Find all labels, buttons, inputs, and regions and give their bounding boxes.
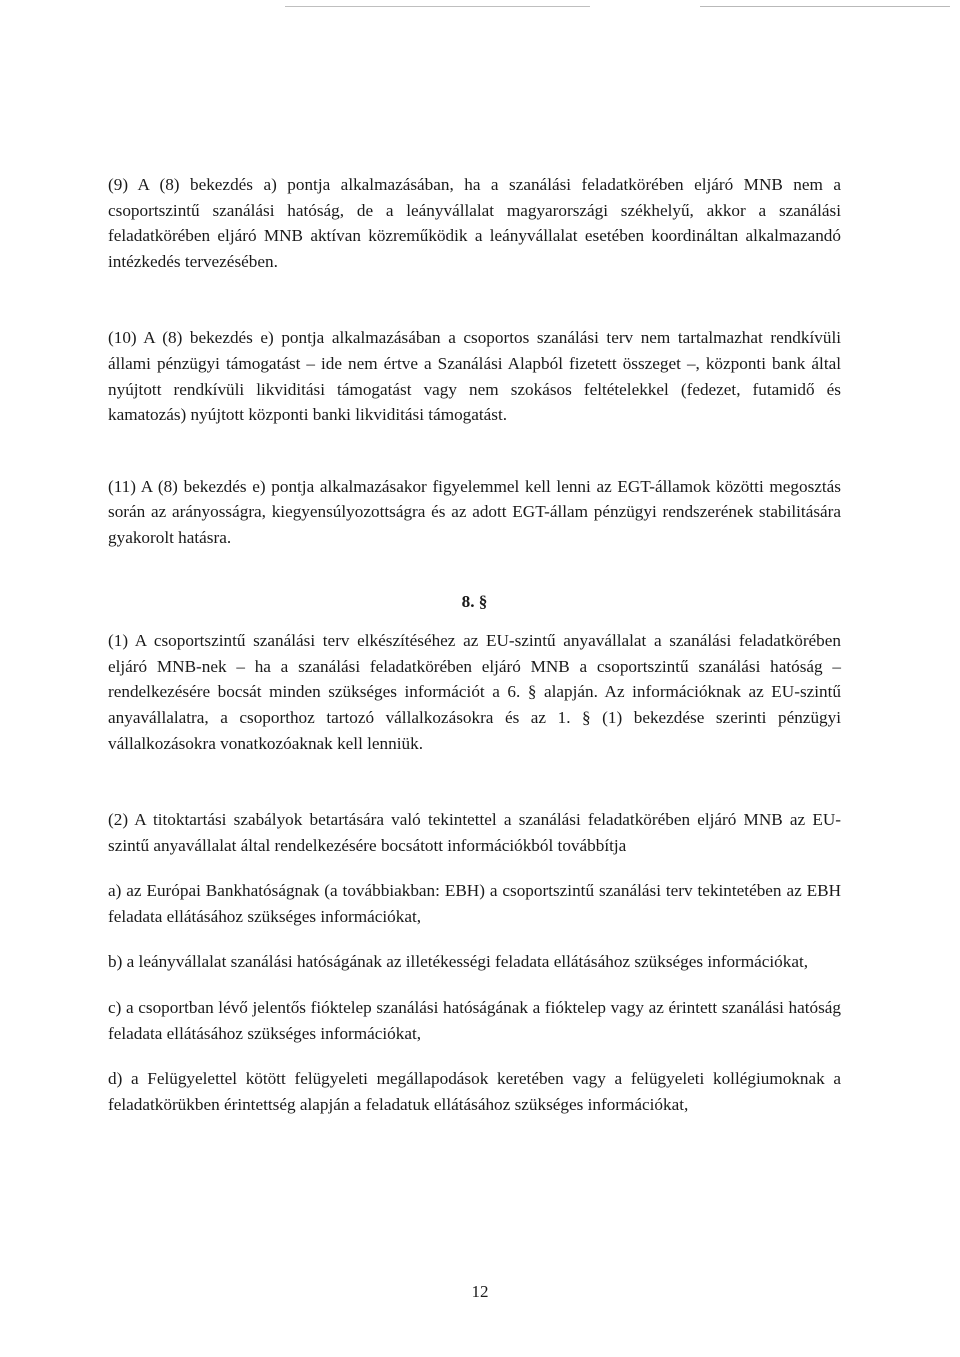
list-item-d: d) a Felügyelettel kötött felügyeleti megállapodások keretében vagy a felügyeleti kollégiumoknak a feladatkörükben érintettség alapján a feladatuk ellátásához szükséges információkat,	[108, 1069, 841, 1114]
document-body	[108, 172, 841, 1117]
scan-artifact-rule-left	[285, 6, 590, 7]
scan-artifact-rule-right	[700, 6, 950, 7]
list-item-c: c) a csoportban lévő jelentős fióktelep szanálási hatóságának a fióktelep vagy az érintett szanálási hatóság feladata ellátásához szükséges információkat,	[108, 998, 841, 1043]
list-item-a: a) az Európai Bankhatóságnak (a továbbiakban: EBH) a csoportszintű szanálási terv tekintetében az EBH feladata ellátásához szükséges információkat,	[108, 881, 841, 926]
paragraph-11: (11) A (8) bekezdés e) pontja alkalmazásakor figyelemmel kell lenni az EGT-államok közötti megosztás során az arányosságra, kiegyensúlyozottságra és az adott EGT-állam pénzügyi rendszerének stabilitására gyakorolt hatásra.	[108, 476, 841, 547]
list-item-b: b) a leányvállalat szanálási hatóságának az illetékességi feladata ellátásához szükséges információkat,	[108, 952, 809, 972]
paragraph-9: (9) A (8) bekezdés a) pontja alkalmazásában, ha a szanálási feladatkörében eljáró MNB nem a csoportszintű szanálási hatóság, de a leányvállalat magyarországi székhelyű, akkor a szanálási feladatkörében eljáró MNB aktívan közreműködik a leányvállalat esetében koordináltan alkalmazandó intézkedés tervezésében.	[108, 175, 841, 271]
section-8-paragraph-1: (1) A csoportszintű szanálási terv elkészítéséhez az EU-szintű anyavállalat a szanálási feladatkörében eljáró MNB-nek – ha a szanálási feladatkörében eljáró MNB a csoportszintű szanálási hatóság – rendelkezésére bocsát minden szükséges információt a 6. § alapján. Az információknak az EU-szintű anyavállalatra, a csoporthoz tartozó vállalkozásokra és az 1. § (1) bekezdése szerinti pénzügyi vállalkozásokra vonatkozóaknak kell lenniük.	[108, 631, 841, 753]
paragraph-10: (10) A (8) bekezdés e) pontja alkalmazásában a csoportos szanálási terv nem tartalmazhat rendkívüli állami pénzügyi támogatást – ide nem értve a Szanálási Alapból fizetett összeget –, központi bank által nyújtott rendkívüli likviditási támogatást vagy nem szokásos feltételekkel (fedezet, futamidő és kamatozás) nyújtott központi banki likviditási támogatást.	[108, 328, 841, 425]
section-heading: 8. §	[461, 591, 488, 611]
page-number: 12	[471, 1282, 489, 1301]
section-8-paragraph-2: (2) A titoktartási szabályok betartására való tekintettel a szanálási feladatkörében eljáró MNB az EU-szintű anyavállalat által rendelkezésére bocsátott információkból továbbítja	[108, 810, 841, 855]
